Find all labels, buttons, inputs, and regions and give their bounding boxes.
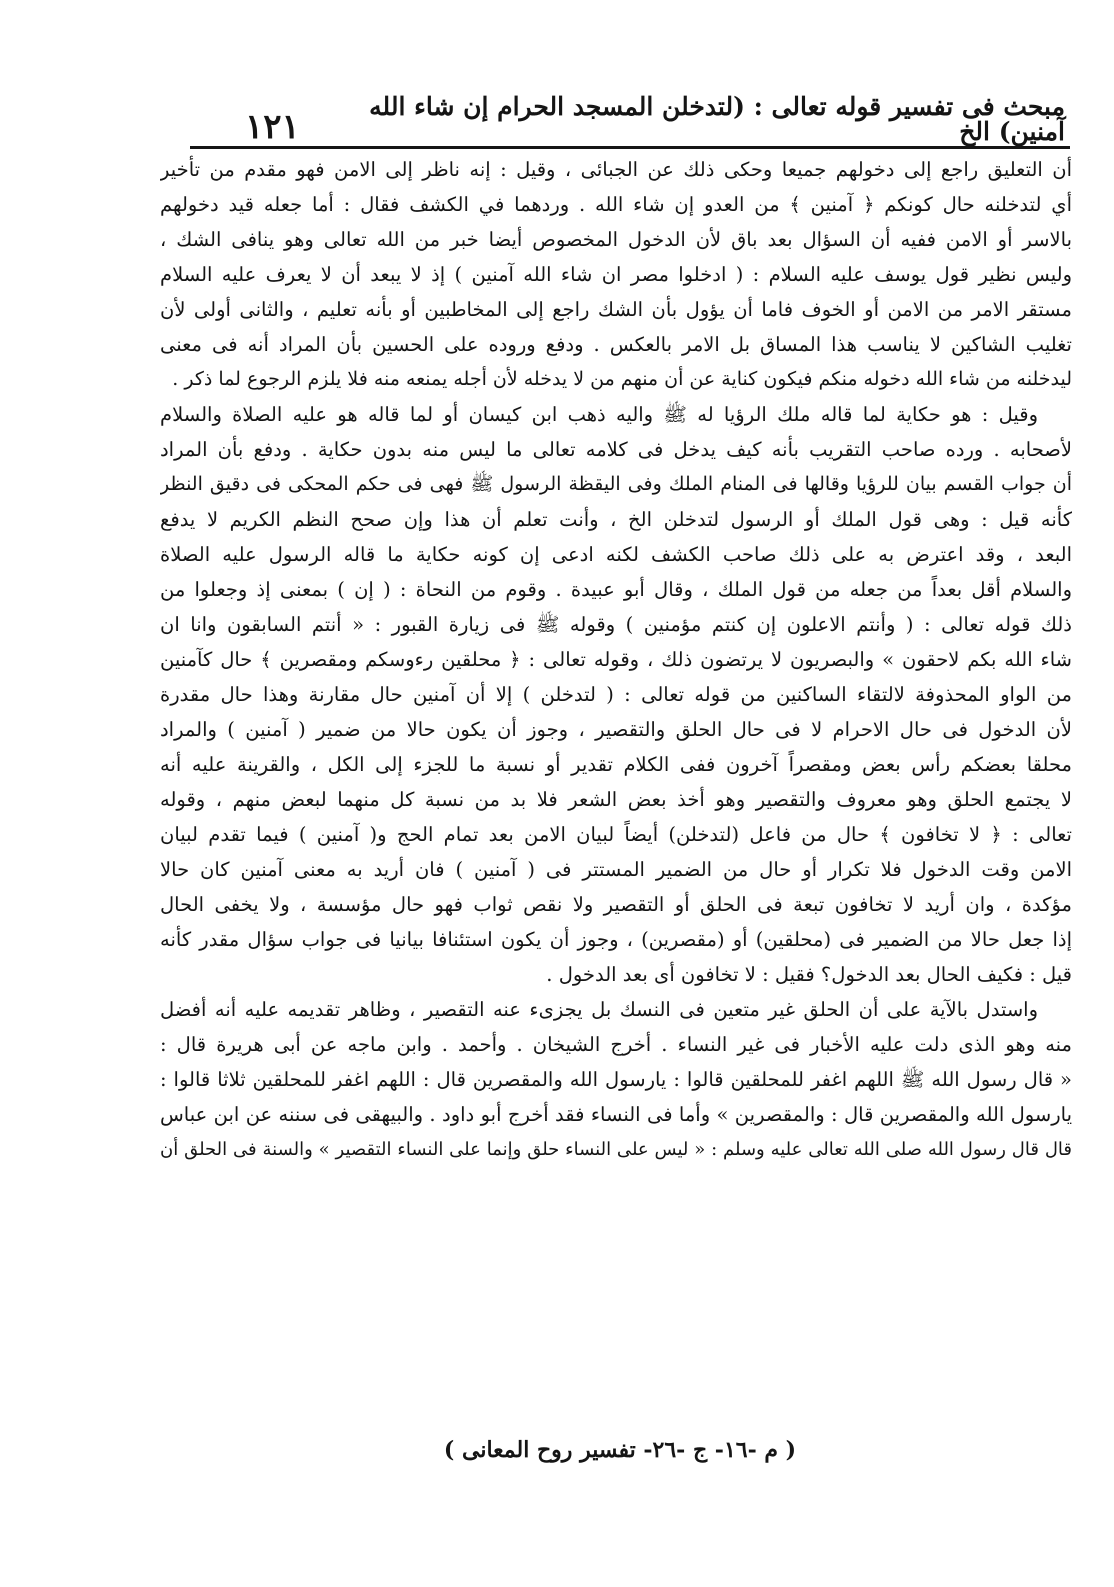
text-line: واستدل بالآية على أن الحلق غير متعين فى النسك بل يجزىء عنه التقصير ، وظاهر تقديمه عليه أنه أفضل	[160, 998, 1038, 1021]
text-line: قيل : فكيف الحال بعد الدخول؟ فقيل : لا تخافون أى بعد الدخول .	[546, 963, 1072, 986]
text-line: « قال رسول الله ﷺ اللهم اغفر للمحلقين قالوا : يارسول الله والمقصرين قال : اللهم اغفر للمحلقين ثلاثا قالوا :	[160, 1068, 1072, 1091]
text-line: لأصحابه . ورده صاحب التقريب بأنه كيف يدخل فى كلامه تعالى ما ليس منه بدون حكاية . ودفع بأن المراد	[160, 438, 1072, 461]
text-line: إذا جعل حالا من الضمير فى (محلقين) أو (مقصرين) ، وجوز أن يكون استئنافا بيانيا فى جواب سؤال مقدر كأنه	[160, 928, 1072, 951]
text-line: مستقر الامر من الامن أو الخوف فاما أن يؤول بأن الشك راجع إلى المخاطبين أو بأنه تعليم ، والثانى أولى لأن	[160, 298, 1072, 321]
text-line: أن جواب القسم بيان للرؤيا وقالها فى المنام الملك وفى اليقظة الرسول ﷺ فهى فى حكم المحكى فى دقيق النظر	[160, 473, 1072, 495]
text-line: يارسول الله والمقصرين قال : والمقصرين » وأما فى النساء فقد أخرج أبو داود . والبيهقى فى سننه عن ابن عباس	[160, 1103, 1072, 1126]
text-line: مؤكدة ، وان أريد لا تخافون تبعة فى الحلق أو التقصير ولا نقص ثواب فهو حال مؤسسة ، ولا يخفى الحال	[160, 893, 1072, 916]
text-line: بالاسر أو الامن ففيه أن السؤال بعد باق لأن الدخول المخصوص أيضا خبر من الله تعالى وهو ينافى الشك ،	[160, 228, 1072, 251]
body-text	[160, 152, 1072, 1167]
text-line: محلقا بعضكم رأس بعض ومقصراً آخرون ففى الكلام تقدير أو نسبة ما للجزء إلى الكل ، والقرينة عليه أنه	[160, 753, 1072, 776]
text-line: ليدخلنه من شاء الله دخوله منكم فيكون كناية عن أن منهم من لا يدخله لأن أجله يمنعه منه فلا يلزم الرجوع لما ذكر .	[172, 368, 1072, 390]
text-line: لأن الدخول فى حال الاحرام لا فى حال الحلق والتقصير ، وجوز أن يكون حالا من ضمير ( آمنين ) والمراد	[160, 718, 1072, 741]
text-line: والسلام أقل بعداً من جعله من قول الملك ، وقال أبو عبيدة . وقوم من النحاة : ( إن ) بمعنى إذ وجعلوا من	[160, 578, 1072, 601]
page-header	[185, 92, 1065, 147]
text-line: البعد ، وقد اعترض به على ذلك صاحب الكشف لكنه ادعى إن كونه حكاية ما قاله الرسول عليه الصلاة	[160, 543, 1072, 566]
text-line: أي لتدخلنه حال كونكم ﴿ آمنين ﴾ من العدو إن شاء الله . وردهما في الكشف فقال : أما جعله قيد دخولهم	[160, 193, 1072, 216]
text-line: وليس نظير قول يوسف عليه السلام : ( ادخلوا مصر ان شاء الله آمنين ) إذ لا يبعد أن لا يعرف عليه السلام	[160, 263, 1072, 286]
text-line: ذلك قوله تعالى : ( وأنتم الاعلون إن كنتم مؤمنين ) وقوله ﷺ فى زيارة القبور : « أنتم السابقون وانا ان	[160, 613, 1072, 636]
text-line: وقيل : هو حكاية لما قاله ملك الرؤيا له ﷺ واليه ذهب ابن كيسان أو لما قاله هو عليه الصلاة والسلام	[160, 403, 1038, 426]
page-footer: ( م -١٦- ج -٢٦- تفسير روح المعانى )	[443, 1437, 797, 1463]
text-line: كأنه قيل : وهى قول الملك أو الرسول لتدخلن الخ ، وأنت تعلم أن هذا وإن صحح النظم الكريم لا يدفع	[160, 508, 1072, 531]
text-line: منه وهو الذى دلت عليه الأخبار فى غير النساء . أخرج الشيخان . وأحمد . وابن ماجه عن أبى هريرة قال :	[160, 1033, 1072, 1056]
text-line: لا يجتمع الحلق وهو معروف والتقصير وهو أخذ بعض الشعر فلا بد من نسبة كل منهما لبعض منهم ، وقوله	[160, 788, 1072, 811]
text-line: الامن وقت الدخول فلا تكرار أو حال من الضمير المستتر فى ( آمنين ) فان أريد به معنى آمنين كان حالا	[160, 858, 1072, 881]
text-line: شاء الله بكم لاحقون » والبصريون لا يرتضون ذلك ، وقوله تعالى : ﴿ محلقين رءوسكم ومقصرين ﴾ حال كآمنين	[160, 648, 1072, 671]
page-number: ١٢١	[245, 107, 300, 147]
text-line: قال قال رسول الله صلى الله تعالى عليه وسلم : « ليس على النساء حلق وإنما على النساء التقصير » والسنة فى الحلق أن	[160, 1139, 1072, 1160]
text-line: تعالى : ﴿ لا تخافون ﴾ حال من فاعل (لتدخلن) أيضاً لبيان الامن بعد تمام الحج و( آمنين ) فيما تقدم لبيان	[160, 823, 1072, 846]
text-line: تغليب الشاكين لا يناسب هذا المساق بل الامر بالعكس . ودفع وروده على الحسين بأن المراد أنه فى معنى	[160, 333, 1072, 356]
header-rule	[190, 146, 1070, 149]
text-line: من الواو المحذوفة لالتقاء الساكنين من قوله تعالى : ( لتدخلن ) إلا أن آمنين حال مقارنة وهذا حال مقدرة	[160, 683, 1072, 706]
text-line: أن التعليق راجع إلى دخولهم جميعا وحكى ذلك عن الجبائى ، وقيل : إنه ناظر إلى الامن فهو مقدم من تأخير	[160, 158, 1072, 181]
running-title: مبحث فى تفسير قوله تعالى : (لتدخلن المسجد الحرام إن شاء الله آمنين) الخ	[369, 92, 1065, 146]
